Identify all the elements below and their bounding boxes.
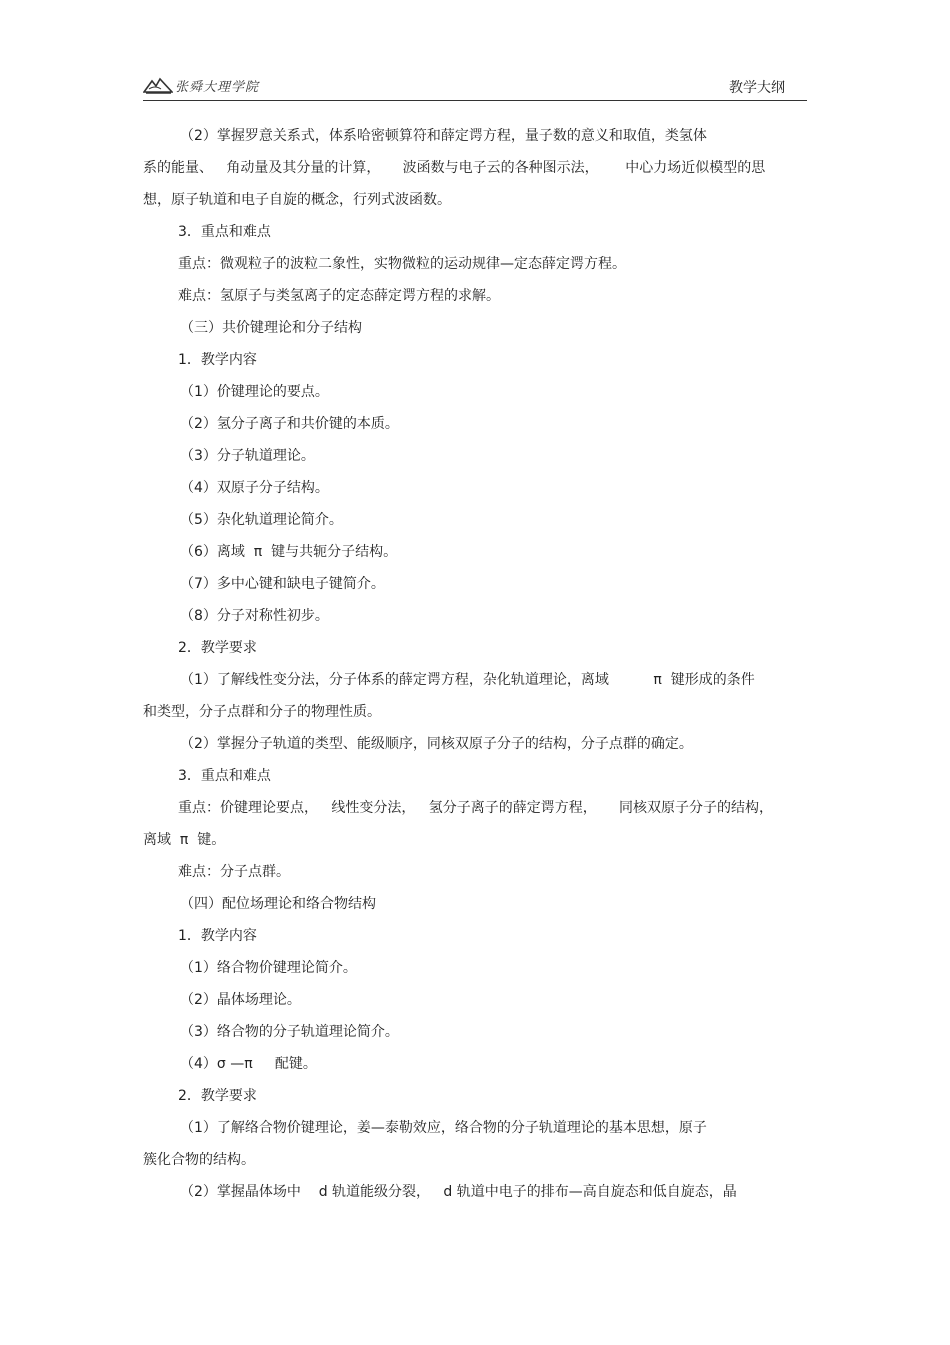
list-item: （7）多中心键和缺电子键简介。 xyxy=(180,576,385,592)
university-logo xyxy=(143,74,259,96)
text-line: （2）掌握晶体场中 d 轨道能级分裂， d 轨道中电子的排布—高自旋态和低自旋态，晶 xyxy=(180,1184,737,1200)
text-line: 系的能量、 角动量及其分量的计算， 波函数与电子云的各种图示法， 中心力场近似模型的思 xyxy=(143,160,766,176)
list-item: （2）氢分子离子和共价键的本质。 xyxy=(180,416,399,432)
list-item: （2）晶体场理论。 xyxy=(180,992,301,1008)
list-item: （4）双原子分子结构。 xyxy=(180,480,329,496)
logo-text: 张舜大理学院 xyxy=(175,79,260,95)
text-line: 和类型，分子点群和分子的物理性质。 xyxy=(143,704,381,720)
chapter-heading: （四）配位场理论和络合物结构 xyxy=(180,896,376,912)
text-line: 重点：价键理论要点， 线性变分法， 氢分子离子的薛定谔方程， 同核双原子分子的结构， xyxy=(178,800,773,816)
header-title: 教学大纲 xyxy=(729,80,785,96)
text-line: （2）掌握罗意关系式，体系哈密顿算符和薛定谔方程，量子数的意义和取值，类氢体 xyxy=(180,128,707,144)
list-item: （1）络合物价键理论简介。 xyxy=(180,960,357,976)
list-item: （1）价键理论的要点。 xyxy=(180,384,329,400)
text-line: 难点：氢原子与类氢离子的定态薛定谔方程的求解。 xyxy=(178,288,500,304)
section-heading: 1．教学内容 xyxy=(178,352,257,368)
chapter-heading: （三）共价键理论和分子结构 xyxy=(180,320,362,336)
list-item: （4）σ —π 配键。 xyxy=(180,1056,317,1072)
section-heading: 3．重点和难点 xyxy=(178,768,271,784)
text-line: （2）掌握分子轨道的类型、能级顺序，同核双原子分子的结构，分子点群的确定。 xyxy=(180,736,693,752)
section-heading: 2．教学要求 xyxy=(178,640,257,656)
text-line: 离域 π 键。 xyxy=(143,832,226,848)
list-item: （3）分子轨道理论。 xyxy=(180,448,315,464)
text-line: （1）了解络合物价键理论，姜—泰勒效应，络合物的分子轨道理论的基本思想，原子 xyxy=(180,1120,707,1136)
section-heading: 1．教学内容 xyxy=(178,928,257,944)
text-line: 重点：微观粒子的波粒二象性，实物微粒的运动规律—定态薛定谔方程。 xyxy=(178,256,626,272)
logo-mark-icon xyxy=(143,75,173,95)
section-heading: 3．重点和难点 xyxy=(178,224,271,240)
text-line: 想，原子轨道和电子自旋的概念，行列式波函数。 xyxy=(143,192,451,208)
text-line: 难点：分子点群。 xyxy=(178,864,290,880)
text-line: （1）了解线性变分法，分子体系的薛定谔方程，杂化轨道理论，离域 π 键形成的条件 xyxy=(180,672,755,688)
list-item: （5）杂化轨道理论简介。 xyxy=(180,512,343,528)
text-line: 簇化合物的结构。 xyxy=(143,1152,255,1168)
list-item: （3）络合物的分子轨道理论简介。 xyxy=(180,1024,399,1040)
page-header xyxy=(143,70,807,101)
list-item: （8）分子对称性初步。 xyxy=(180,608,329,624)
section-heading: 2．教学要求 xyxy=(178,1088,257,1104)
list-item: （6）离域 π 键与共轭分子结构。 xyxy=(180,544,398,560)
